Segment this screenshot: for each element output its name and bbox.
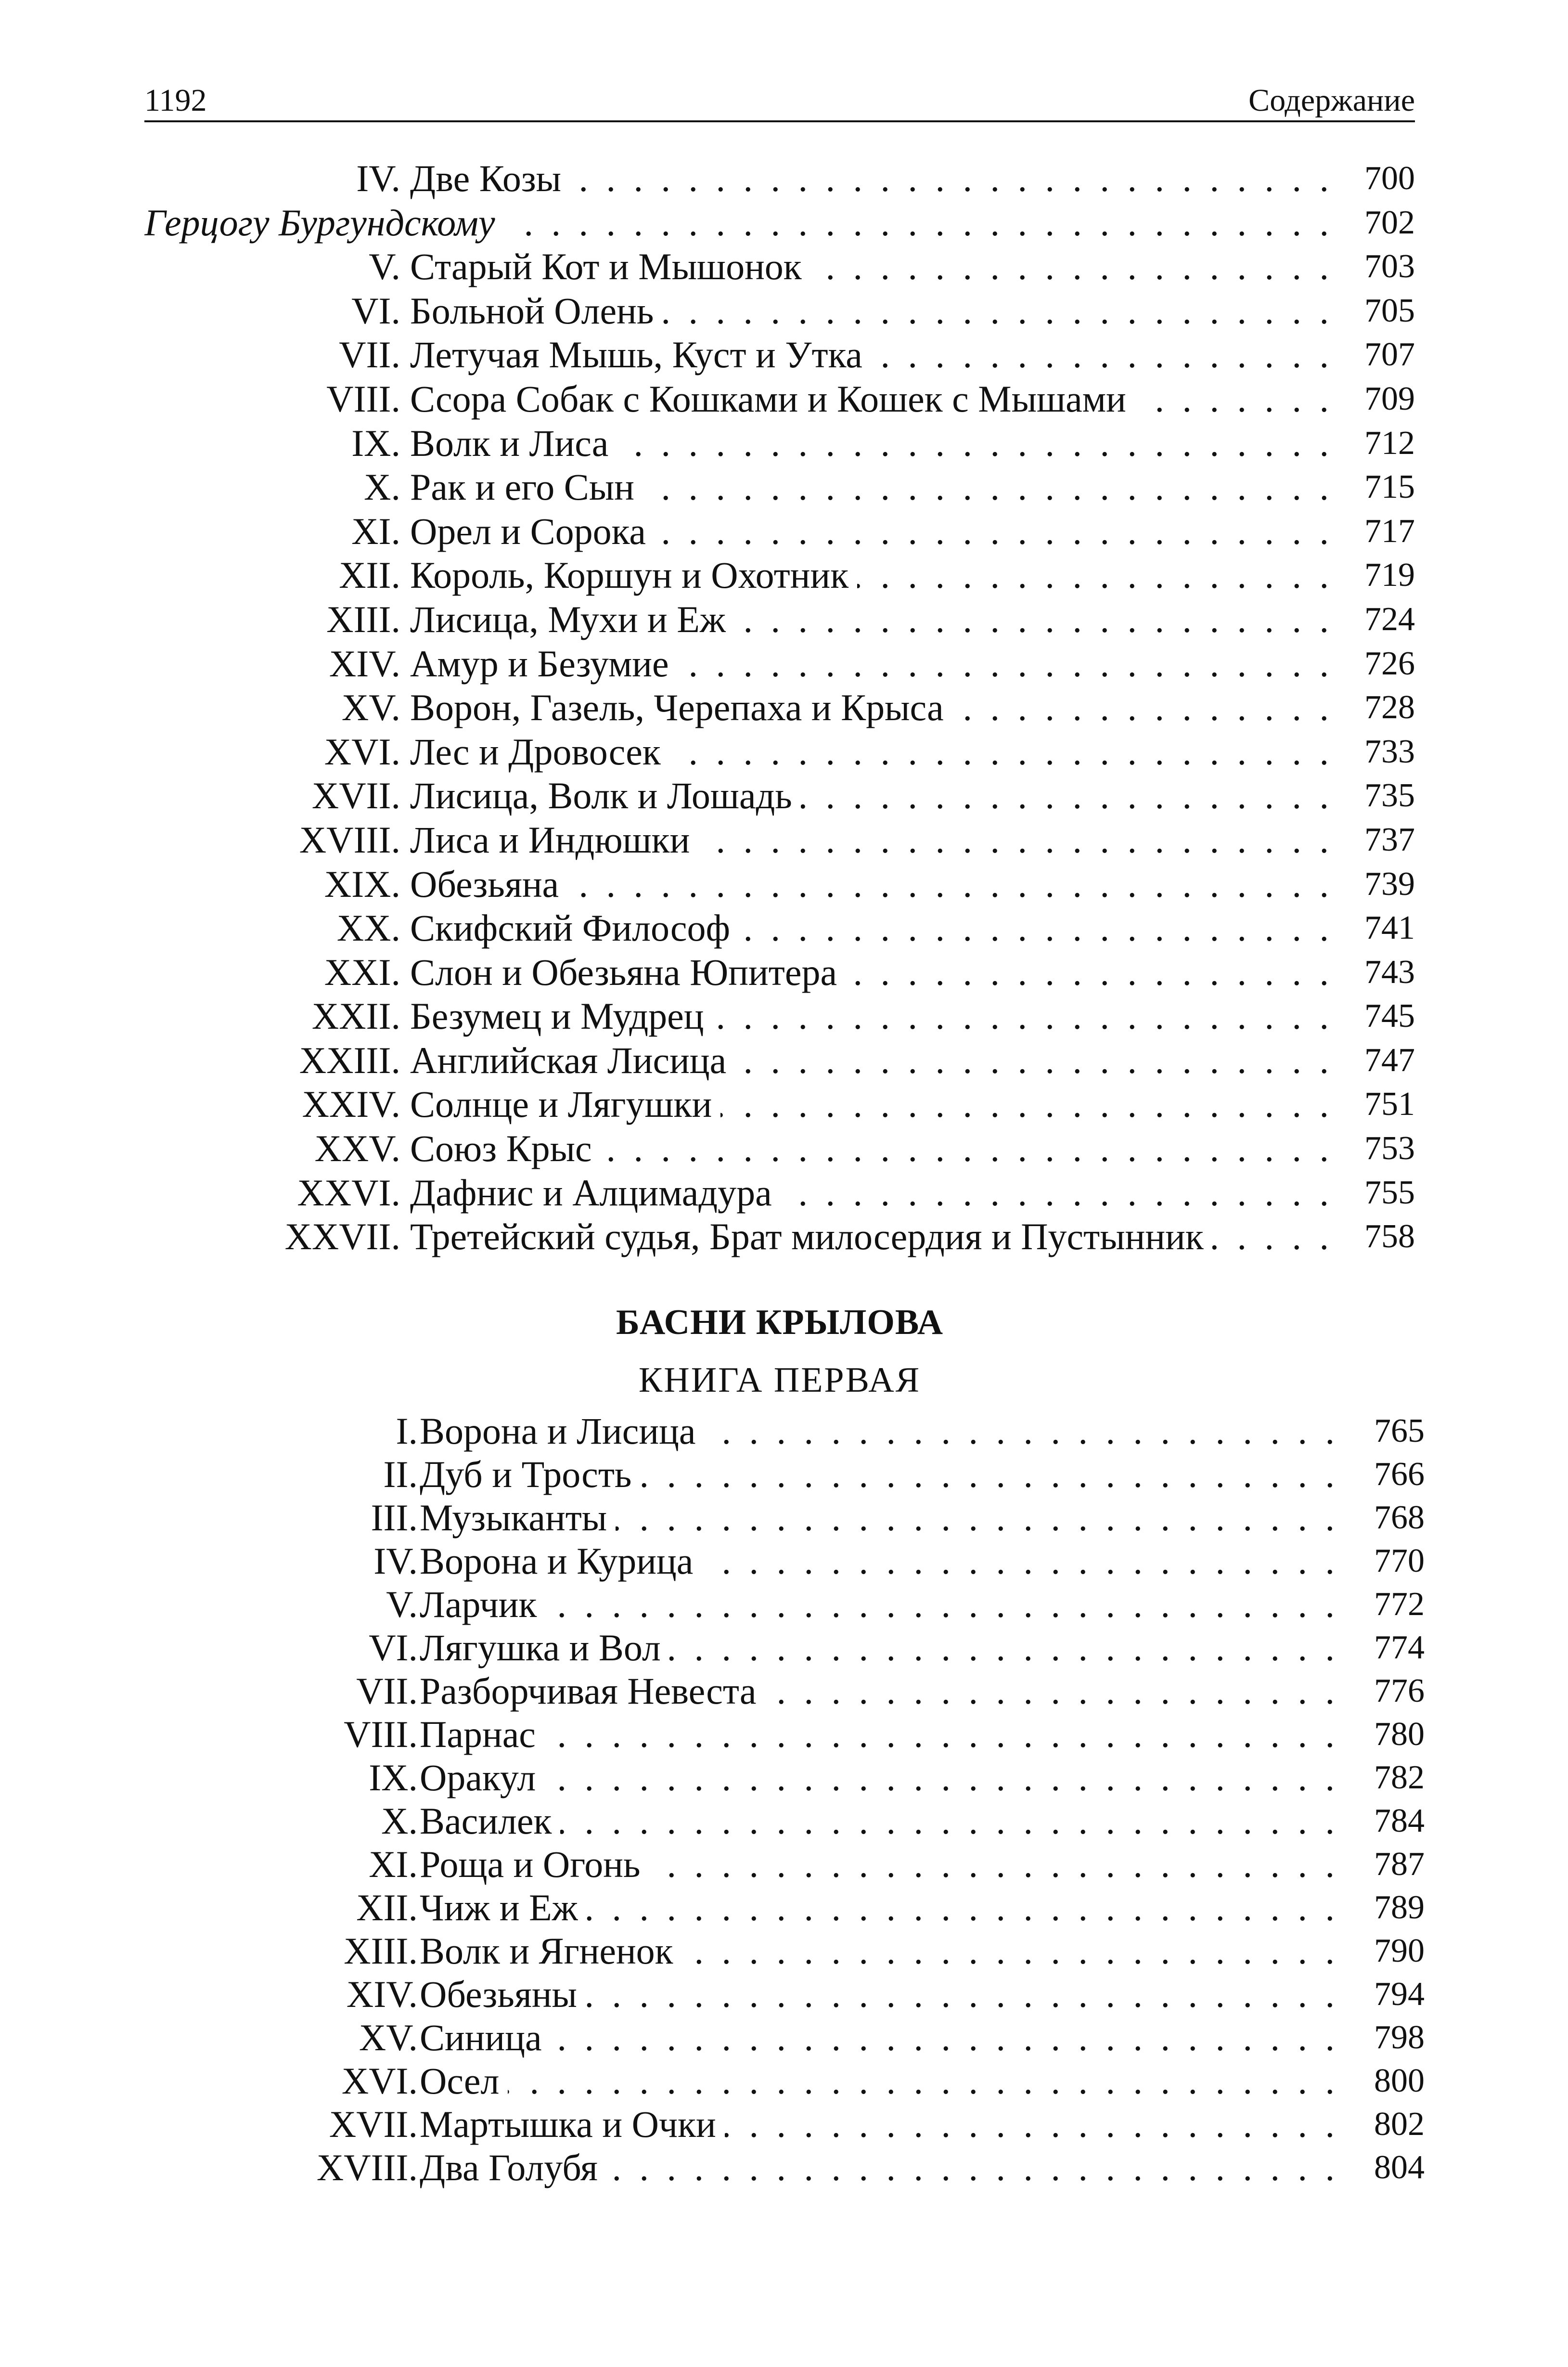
toc-entry-leader xyxy=(410,1171,1333,1215)
toc-entry-page: 766 xyxy=(1374,1456,1425,1493)
toc-entry-page: 751 xyxy=(1364,1086,1415,1123)
toc-entry-number: XVIII. xyxy=(316,2147,418,2188)
toc-entry xyxy=(144,465,1415,509)
toc-entry xyxy=(144,2016,1425,2059)
toc-entry-title: Волк и Лиса xyxy=(410,422,617,464)
toc-entry-leader xyxy=(420,1756,1339,1799)
toc-entry-number: IV. xyxy=(356,157,400,199)
toc-list-krylov-book-1 xyxy=(144,1410,1425,2189)
toc-entry xyxy=(144,1886,1425,1929)
toc-entry-title: Лиса и Индюшки xyxy=(410,819,698,861)
toc-entry-leader xyxy=(410,156,1333,201)
toc-entry-page: 709 xyxy=(1364,380,1415,417)
toc-entry-title: Скифский Философ xyxy=(410,907,739,949)
toc-entry-title: Союз Крыс xyxy=(410,1127,601,1169)
toc-entry xyxy=(144,950,1415,995)
toc-entry-page: 794 xyxy=(1374,1976,1425,2013)
toc-entry-leader xyxy=(420,1626,1339,1669)
toc-entry-number: XXII. xyxy=(311,995,400,1037)
toc-entry-leader xyxy=(420,1713,1339,1756)
toc-entry-number: VII. xyxy=(339,334,400,376)
toc-entry-number: XII. xyxy=(356,1887,418,1928)
toc-entry xyxy=(144,156,1415,201)
toc-entry-page: 800 xyxy=(1374,2062,1425,2099)
toc-entry-page: 715 xyxy=(1364,468,1415,506)
toc-entry-number: XIV. xyxy=(329,642,400,685)
toc-entry-leader xyxy=(420,1973,1339,2016)
toc-entry-page: 772 xyxy=(1374,1586,1425,1623)
toc-entry xyxy=(144,1539,1425,1583)
toc-entry-title: Ворона и Лисица xyxy=(420,1410,705,1452)
toc-entry-page: 789 xyxy=(1374,1889,1425,1926)
toc-entry-page: 707 xyxy=(1364,336,1415,374)
toc-entry xyxy=(144,421,1415,466)
toc-entry-number: XII. xyxy=(339,554,400,596)
toc-entry xyxy=(144,1929,1425,1973)
toc-entry xyxy=(144,862,1415,906)
toc-entry-page: 700 xyxy=(1364,160,1415,197)
toc-entry xyxy=(144,2146,1425,2189)
toc-entry-page: 745 xyxy=(1364,997,1415,1035)
toc-entry-leader xyxy=(410,1082,1333,1126)
toc-entry-page: 703 xyxy=(1364,248,1415,285)
page-number: 1192 xyxy=(144,83,207,118)
toc-entry-page: 747 xyxy=(1364,1041,1415,1079)
toc-entry xyxy=(144,1973,1425,2016)
toc-entry-leader xyxy=(420,2016,1339,2059)
toc-entry-number: X. xyxy=(364,466,400,508)
toc-entry-title: Лисица, Мухи и Еж xyxy=(410,598,734,640)
toc-entry-title: Два Голубя xyxy=(420,2147,606,2188)
toc-entry-title: Волк и Ягненок xyxy=(420,1930,682,1972)
toc-entry-leader xyxy=(420,1496,1339,1539)
toc-entry-number: I. xyxy=(396,1410,418,1452)
toc-entry-leader xyxy=(410,818,1333,862)
toc-entry-number: XX. xyxy=(336,907,400,949)
toc-entry-number: IV. xyxy=(373,1540,418,1582)
toc-entry-title: Больной Олень xyxy=(410,290,662,332)
toc-entry-page: 780 xyxy=(1374,1716,1425,1753)
toc-entry-leader xyxy=(420,1453,1339,1496)
toc-entry-page: 733 xyxy=(1364,733,1415,770)
toc-entry-number: XVI. xyxy=(341,2060,418,2102)
toc-entry-title: Ссора Собак с Кошками и Кошек с Мышами xyxy=(410,378,1135,420)
toc-entry-leader xyxy=(410,597,1333,642)
toc-entry xyxy=(144,1669,1425,1713)
toc-entry-number: XXVII. xyxy=(284,1216,400,1258)
toc-entry xyxy=(144,906,1415,950)
toc-entry-page: 712 xyxy=(1364,424,1415,462)
toc-entry-number: II. xyxy=(383,1453,418,1495)
toc-entry-page: 770 xyxy=(1374,1542,1425,1579)
toc-entry-leader xyxy=(410,730,1333,774)
toc-entry-page: 804 xyxy=(1374,2149,1425,2186)
toc-entry-page: 717 xyxy=(1364,512,1415,550)
toc-entry-leader xyxy=(420,1410,1339,1453)
toc-entry-title: Ворон, Газель, Черепаха и Крыса xyxy=(410,686,952,728)
toc-entry-title: Чиж и Еж xyxy=(420,1887,587,1928)
toc-entry xyxy=(144,1215,1415,1259)
toc-entry-number: VI. xyxy=(369,1627,418,1669)
toc-entry-title: Рак и его Сын xyxy=(410,466,643,508)
toc-entry-leader xyxy=(420,2146,1339,2189)
toc-entry-number: VIII. xyxy=(326,377,400,420)
toc-entry xyxy=(144,1843,1425,1886)
toc-entry-number: XXI. xyxy=(324,951,400,993)
toc-entry-page: 737 xyxy=(1364,821,1415,858)
toc-entry xyxy=(144,2059,1425,2103)
toc-entry-page: 774 xyxy=(1374,1629,1425,1666)
toc-entry-title: Орел и Сорока xyxy=(410,510,655,552)
toc-entry-number: VII. xyxy=(356,1670,418,1712)
toc-entry xyxy=(144,1713,1425,1756)
toc-entry-leader xyxy=(410,994,1333,1038)
toc-entry-leader xyxy=(410,774,1333,818)
toc-entry-page: 758 xyxy=(1364,1218,1415,1255)
toc-entry-page: 755 xyxy=(1364,1174,1415,1211)
toc-entry-leader xyxy=(410,553,1333,597)
toc-entry-title: Обезьяны xyxy=(420,1973,586,2015)
running-header xyxy=(144,72,1415,122)
toc-entry-title: Лес и Дровосек xyxy=(410,731,669,773)
toc-entry xyxy=(144,1410,1425,1453)
toc-entry-leader xyxy=(420,2103,1339,2146)
toc-entry-leader xyxy=(410,642,1333,686)
toc-entry xyxy=(144,1756,1425,1799)
toc-entry-number: XXVI. xyxy=(297,1171,400,1214)
toc-entry xyxy=(144,1496,1425,1539)
toc-entry-number: V. xyxy=(369,246,400,288)
section-heading: БАСНИ КРЫЛОВА xyxy=(616,1303,944,1342)
toc-entry-leader xyxy=(420,2059,1339,2103)
toc-entry-leader xyxy=(420,1886,1339,1929)
toc-entry-title: Дафнис и Алцимадура xyxy=(410,1172,781,1214)
toc-entry-title: Ворона и Курица xyxy=(420,1540,702,1582)
toc-entry-title: Амур и Безумие xyxy=(410,643,678,685)
toc-entry-title: Мартышка и Очки xyxy=(420,2103,725,2145)
toc-entry-number: XIII. xyxy=(344,1930,418,1972)
toc-entry-number: V. xyxy=(386,1583,418,1625)
toc-entry-number: XXIV. xyxy=(302,1083,400,1125)
toc-entry xyxy=(144,1583,1425,1626)
toc-entry-page: 753 xyxy=(1364,1130,1415,1167)
toc-entry-leader xyxy=(410,1215,1333,1259)
toc-list-la-fontaine xyxy=(144,156,1415,1259)
toc-entry-leader xyxy=(410,950,1333,995)
toc-entry xyxy=(144,1038,1415,1083)
toc-entry-number: XV. xyxy=(341,686,400,729)
toc-entry xyxy=(144,509,1415,554)
toc-entry-leader xyxy=(420,1929,1339,1973)
toc-entry-title: Синица xyxy=(420,2017,551,2058)
toc-entry xyxy=(144,730,1415,774)
toc-entry-title: Лисица, Волк и Лошадь xyxy=(410,775,801,816)
toc-entry-leader xyxy=(410,333,1333,377)
toc-entry-title: Герцогу Бургундскому xyxy=(144,202,504,244)
toc-entry-leader xyxy=(410,1038,1333,1083)
toc-entry-page: 726 xyxy=(1364,645,1415,682)
toc-entry-number: X. xyxy=(381,1800,418,1842)
toc-entry xyxy=(144,553,1415,597)
toc-entry-number: XXV. xyxy=(314,1127,400,1170)
toc-entry xyxy=(144,686,1415,730)
toc-entry-leader xyxy=(420,1539,1339,1583)
toc-entry-title: Король, Коршун и Охотник xyxy=(410,554,857,596)
toc-entry-leader xyxy=(410,245,1333,289)
toc-entry-number: IX. xyxy=(351,422,400,464)
toc-entry-title: Дуб и Трость xyxy=(420,1453,641,1495)
toc-entry-leader xyxy=(420,1583,1339,1626)
toc-entry-number: XVII. xyxy=(329,2103,418,2145)
toc-entry-page: 784 xyxy=(1374,1802,1425,1839)
toc-entry-leader xyxy=(410,421,1333,466)
toc-entry-number: XI. xyxy=(351,510,400,552)
toc-entry-number: VIII. xyxy=(344,1713,418,1755)
toc-entry-number: XIX. xyxy=(324,863,400,905)
toc-entry-leader xyxy=(410,906,1333,950)
toc-entry-page: 802 xyxy=(1374,2106,1425,2143)
toc-entry-number: XI. xyxy=(369,1843,418,1885)
toc-entry-page: 743 xyxy=(1364,953,1415,991)
toc-entry-number: IX. xyxy=(369,1757,418,1798)
toc-entry-number: XIII. xyxy=(326,598,400,640)
toc-entry-title: Парнас xyxy=(420,1713,544,1755)
toc-entry-leader xyxy=(144,201,1333,245)
toc-entry-leader xyxy=(420,1799,1339,1843)
toc-entry-leader xyxy=(410,377,1333,421)
toc-entry xyxy=(144,597,1415,642)
toc-entry-title: Ларчик xyxy=(420,1583,545,1625)
toc-entry-page: 776 xyxy=(1374,1672,1425,1709)
toc-entry-title: Лягушка и Вол xyxy=(420,1627,669,1669)
toc-entry xyxy=(144,818,1415,862)
toc-entry xyxy=(144,333,1415,377)
toc-entry-page: 787 xyxy=(1374,1846,1425,1883)
toc-entry-page: 719 xyxy=(1364,556,1415,594)
toc-entry-page: 739 xyxy=(1364,865,1415,903)
toc-entry-title: Безумец и Мудрец xyxy=(410,995,713,1037)
toc-entry xyxy=(144,245,1415,289)
toc-entry-title: Старый Кот и Мышонок xyxy=(410,246,810,287)
toc-entry-leader xyxy=(420,1843,1339,1886)
toc-entry-page: 768 xyxy=(1374,1499,1425,1536)
toc-entry xyxy=(144,774,1415,818)
toc-entry-number: VI. xyxy=(351,289,400,332)
toc-entry-number: XVIII. xyxy=(299,818,400,861)
toc-entry xyxy=(144,2103,1425,2146)
toc-entry-leader xyxy=(410,862,1333,906)
toc-entry-title: Василек xyxy=(420,1800,560,1842)
toc-entry-title: Разборчивая Невеста xyxy=(420,1670,765,1712)
toc-entry xyxy=(144,377,1415,421)
toc-entry xyxy=(144,1126,1415,1171)
toc-entry-title: Слон и Обезьяна Юпитера xyxy=(410,951,846,993)
toc-entry-page: 741 xyxy=(1364,909,1415,947)
toc-entry-title: Летучая Мышь, Куст и Утка xyxy=(410,334,871,375)
toc-entry-leader xyxy=(410,1126,1333,1171)
toc-entry-number: III. xyxy=(371,1497,418,1539)
toc-entry-leader xyxy=(420,1669,1339,1713)
toc-entry xyxy=(144,1626,1425,1669)
toc-entry-page: 702 xyxy=(1364,204,1415,241)
toc-entry-page: 798 xyxy=(1374,2019,1425,2056)
toc-entry-leader xyxy=(410,465,1333,509)
toc-entry-number: XIV. xyxy=(346,1973,418,2015)
toc-entry-title: Оракул xyxy=(420,1757,544,1798)
toc-entry xyxy=(144,1082,1415,1126)
toc-entry-page: 790 xyxy=(1374,1932,1425,1969)
book-subheading: КНИГА ПЕРВАЯ xyxy=(638,1360,921,1400)
toc-entry xyxy=(144,1453,1425,1496)
toc-entry xyxy=(144,1171,1415,1215)
toc-entry-title: Музыканты xyxy=(420,1497,616,1539)
toc-entry-page: 724 xyxy=(1364,600,1415,638)
toc-entry-leader xyxy=(410,289,1333,333)
toc-entry-number: XV. xyxy=(359,2017,418,2058)
toc-entry-page: 765 xyxy=(1374,1412,1425,1449)
toc-entry-number: XVII. xyxy=(311,775,400,817)
toc-entry-title: Роща и Огонь xyxy=(420,1843,649,1885)
toc-entry-page: 705 xyxy=(1364,292,1415,329)
toc-entry-title: Солнце и Лягушки xyxy=(410,1083,720,1125)
toc-entry xyxy=(144,289,1415,333)
toc-entry xyxy=(144,994,1415,1038)
toc-entry-title: Две Козы xyxy=(410,157,570,199)
toc-entry-leader xyxy=(410,509,1333,554)
toc-entry xyxy=(144,201,1415,245)
toc-entry-page: 728 xyxy=(1364,689,1415,726)
toc-entry-title: Третейский судья, Брат милосердия и Пустынник xyxy=(410,1216,1212,1257)
toc-entry-number: XVI. xyxy=(324,730,400,773)
toc-entry-title: Осел xyxy=(420,2060,508,2102)
toc-entry-leader xyxy=(410,686,1333,730)
toc-entry-number: XXIII. xyxy=(299,1039,400,1081)
running-header-title: Содержание xyxy=(1248,83,1415,118)
toc-entry-title: Обезьяна xyxy=(410,863,567,905)
toc-entry-page: 735 xyxy=(1364,777,1415,815)
toc-entry xyxy=(144,642,1415,686)
toc-entry xyxy=(144,1799,1425,1843)
toc-entry-page: 782 xyxy=(1374,1759,1425,1796)
toc-entry-title: Английская Лисица xyxy=(410,1039,735,1081)
